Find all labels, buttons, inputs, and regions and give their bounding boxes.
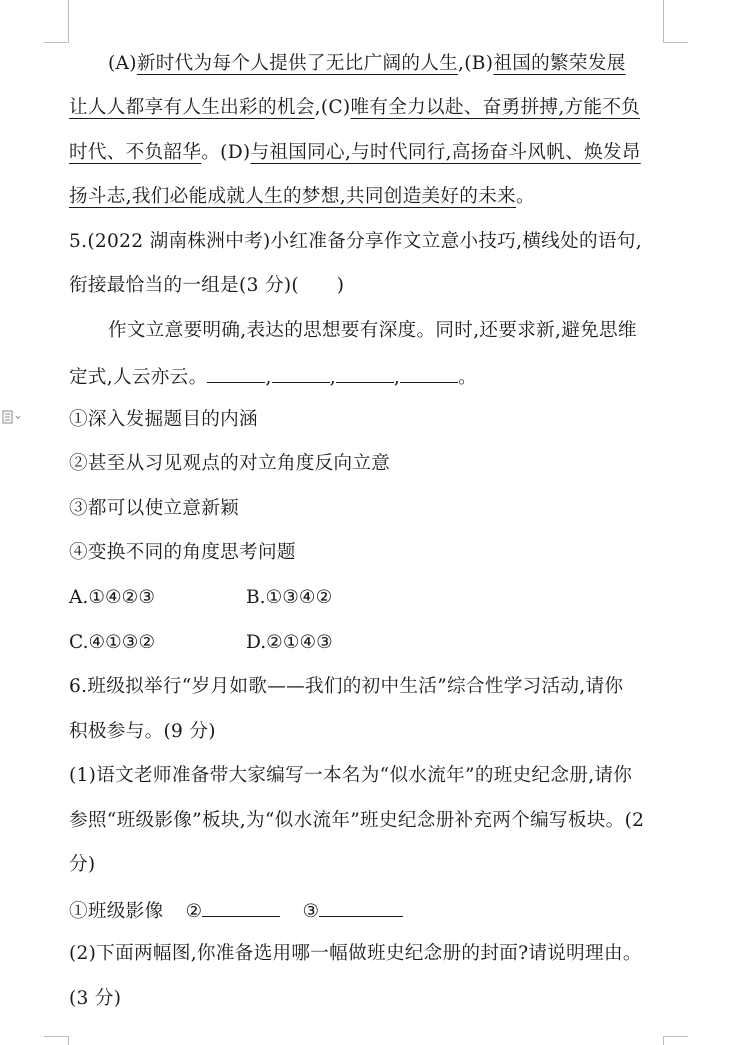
label-b: ,(B) bbox=[458, 53, 494, 74]
crop-mark-top-left bbox=[44, 0, 69, 43]
answer-blank-3[interactable] bbox=[336, 364, 394, 383]
label-c: ,(C) bbox=[314, 97, 351, 118]
intro-line-1 bbox=[108, 52, 668, 76]
sentence-d-underlined: 与祖国同心,与时代同行,高扬奋斗风帆、焕发昂 bbox=[250, 142, 641, 163]
sentence-b-underlined: 祖国的繁荣发展 bbox=[493, 53, 626, 74]
intro-line-4 bbox=[69, 185, 669, 209]
q6-part1-line-1: (1)语文老师准备带大家编写一本名为“似水流年”的班史纪念册,请你 bbox=[69, 765, 633, 786]
crop-mark-top-right bbox=[663, 0, 688, 43]
q5-item-4: ④变换不同的角度思考问题 bbox=[69, 542, 296, 563]
comma-1: , bbox=[265, 367, 272, 388]
label-d: 。(D) bbox=[201, 142, 251, 163]
q5-item-3: ③都可以使立意新颖 bbox=[69, 498, 240, 519]
section-3-label: ③ bbox=[302, 901, 320, 922]
q5-stem-line-2: 衔接最恰当的一组是(3 分)( ) bbox=[69, 275, 345, 296]
period: 。 bbox=[458, 367, 478, 388]
answer-blank-1[interactable] bbox=[207, 364, 265, 383]
answer-blank-2[interactable] bbox=[272, 364, 330, 383]
q5-item-1: ①深入发掘题目的内涵 bbox=[69, 409, 258, 430]
q6-part2-line-2: (3 分) bbox=[69, 988, 122, 1009]
comma-2: , bbox=[329, 367, 336, 388]
q6-stem-line-1: 6.班级拟举行“岁月如歌——我们的初中生活”综合性学习活动,请你 bbox=[69, 676, 624, 697]
intro-line-2 bbox=[69, 96, 669, 120]
intro-period: 。 bbox=[515, 186, 535, 207]
q5-option-a[interactable]: A.①④②③ bbox=[69, 587, 156, 608]
q6-part2-line-1: (2)下面两幅图,你准备选用哪一幅做班史纪念册的封面?请说明理由。 bbox=[69, 943, 642, 964]
section-class-images: ①班级影像 bbox=[69, 901, 164, 922]
answer-blank-4[interactable] bbox=[400, 364, 458, 383]
q5-passage-text: 定式,人云亦云。 bbox=[69, 367, 208, 388]
comma-3: , bbox=[393, 367, 401, 388]
label-a: (A) bbox=[108, 53, 137, 74]
q6-part1-items bbox=[69, 898, 669, 924]
q5-option-d[interactable]: D.②①④③ bbox=[246, 632, 333, 653]
q5-option-c[interactable]: C.④①③② bbox=[69, 632, 156, 653]
intro-line-3 bbox=[69, 141, 669, 165]
sentence-c-cont-underlined: 时代、不负韶华 bbox=[69, 142, 202, 163]
q6-part1-line-3: 分) bbox=[69, 854, 96, 875]
sentence-a-underlined: 新时代为每个人提供了无比广阔的人生 bbox=[136, 53, 459, 74]
section-3-blank[interactable] bbox=[319, 898, 403, 917]
q5-item-2: ②甚至从习见观点的对立角度反向立意 bbox=[69, 453, 391, 474]
sentence-c-underlined: 唯有全力以赴、奋勇拼搏,方能不负 bbox=[350, 97, 641, 118]
q6-part1-line-2: 参照“班级影像”板块,为“似水流年”班史纪念册补充两个编写板块。(2 bbox=[69, 810, 645, 831]
section-2-blank[interactable] bbox=[202, 898, 280, 917]
q5-stem-line-1: 5.(2022 湖南株洲中考)小红准备分享作文立意小技巧,横线处的语句, bbox=[69, 231, 642, 252]
q5-option-b[interactable]: B.①③④② bbox=[246, 587, 333, 608]
q5-passage-line-1: 作文立意要明确,表达的思想要有深度。同时,还要求新,避免思维 bbox=[108, 320, 637, 341]
sentence-d-cont-underlined: 扬斗志,我们必能成就人生的梦想,共同创造美好的未来 bbox=[69, 186, 516, 207]
q5-passage-line-2 bbox=[69, 364, 669, 390]
q6-stem-line-2: 积极参与。(9 分) bbox=[69, 721, 216, 742]
sentence-b-cont-underlined: 让人人都享有人生出彩的机会 bbox=[69, 97, 315, 118]
paragraph-marker-icon[interactable] bbox=[2, 410, 24, 424]
section-2-label: ② bbox=[185, 901, 203, 922]
